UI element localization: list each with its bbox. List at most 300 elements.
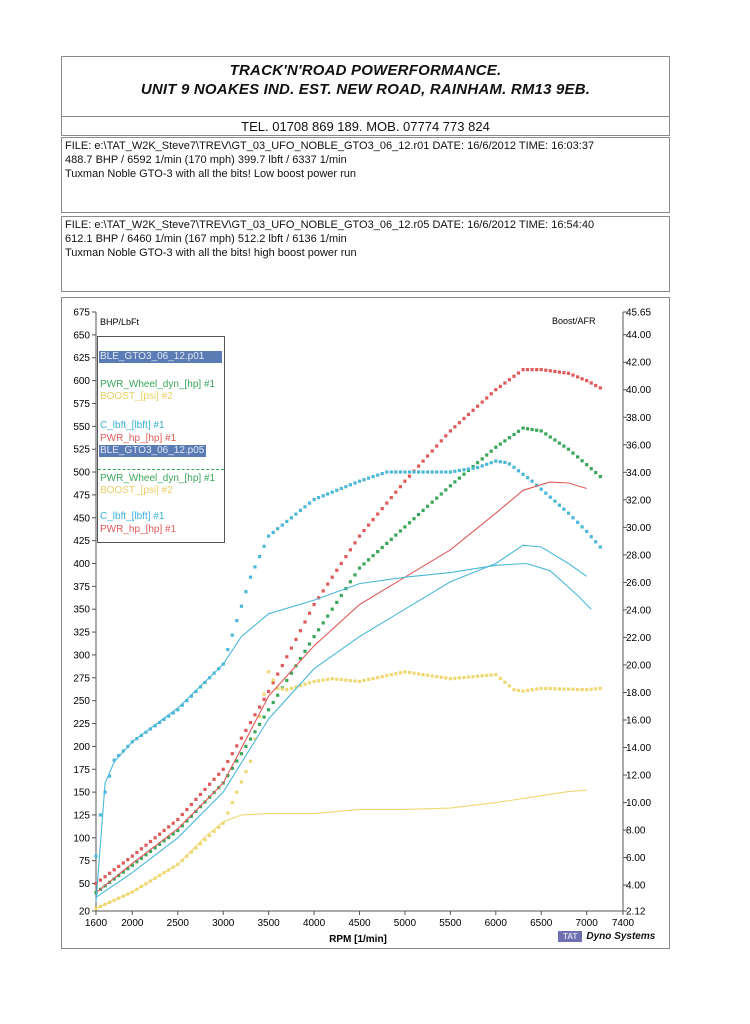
data-point — [403, 525, 406, 528]
x-tick-label: 7400 — [611, 918, 635, 929]
run-file-line: FILE: e:\TAT_W2K_Steve7\TREV\GT_03_UFO_NOBLE_GTO3_06_12.r01 DATE: 16/6/2012 TIME: 16:03:37 — [65, 140, 595, 152]
data-point — [440, 492, 443, 495]
y-tick-label: 450 — [73, 513, 90, 525]
legend-run-2-boost: BOOST_[psi] #2 — [100, 485, 173, 496]
data-point — [467, 413, 470, 416]
data-point — [322, 589, 325, 592]
data-point — [281, 524, 284, 527]
y-tick-label: 20 — [78, 906, 90, 918]
data-point — [581, 459, 584, 462]
data-point — [499, 443, 502, 446]
y-tick-label: 250 — [73, 696, 90, 708]
company-phone: TEL. 01708 869 189. MOB. 07774 773 824 — [241, 119, 490, 134]
data-point — [344, 485, 347, 488]
data-point — [558, 371, 561, 374]
data-point — [435, 675, 438, 678]
data-point — [453, 677, 456, 680]
data-point — [276, 673, 279, 676]
data-point — [490, 450, 493, 453]
data-point — [562, 445, 565, 448]
data-point — [544, 369, 547, 372]
data-point — [526, 427, 529, 430]
y-tick-label: 225 — [73, 719, 90, 731]
data-point — [362, 562, 365, 565]
data-point — [408, 475, 411, 478]
data-point — [576, 455, 579, 458]
data-point — [508, 462, 511, 465]
data-point — [458, 676, 461, 679]
data-point — [581, 525, 584, 528]
data-point — [549, 435, 552, 438]
data-point — [558, 687, 561, 690]
data-point — [226, 811, 229, 814]
data-point — [381, 675, 384, 678]
data-point — [531, 368, 534, 371]
data-point — [358, 480, 361, 483]
data-point — [449, 484, 452, 487]
data-point — [235, 744, 238, 747]
data-point — [417, 513, 420, 516]
left-axis-label: BHP/LbFt — [100, 317, 140, 327]
data-point — [372, 677, 375, 680]
y2-tick-label: 8.00 — [626, 825, 646, 837]
data-point — [517, 689, 520, 692]
data-point — [276, 527, 279, 530]
data-point — [399, 470, 402, 473]
data-point — [313, 498, 316, 501]
data-point — [194, 798, 197, 801]
data-point — [326, 615, 329, 618]
data-point — [340, 562, 343, 565]
data-point — [240, 752, 243, 755]
data-point — [353, 541, 356, 544]
data-point — [417, 672, 420, 675]
y-tick-label: 300 — [73, 650, 90, 662]
data-point — [590, 688, 593, 691]
data-point — [376, 676, 379, 679]
data-point — [349, 679, 352, 682]
y-tick-label: 400 — [73, 558, 90, 570]
data-point — [117, 865, 120, 868]
data-point — [231, 634, 234, 637]
data-point — [508, 378, 511, 381]
data-point — [490, 673, 493, 676]
data-point — [385, 542, 388, 545]
data-point — [412, 672, 415, 675]
data-point — [326, 583, 329, 586]
data-point — [149, 840, 152, 843]
y-tick-label: 675 — [73, 307, 90, 319]
series-p05-3 — [94, 670, 602, 910]
data-point — [394, 470, 397, 473]
legend-run-1-name[interactable]: BLE_GTO3_06_12.p01 — [99, 351, 222, 363]
data-point — [585, 688, 588, 691]
legend-run-1-power: PWR_hp_[hp] #1 — [100, 433, 177, 444]
data-point — [562, 508, 565, 511]
data-point — [140, 847, 143, 850]
data-point — [335, 489, 338, 492]
legend-run-2-name[interactable]: BLE_GTO3_06_12.p05 — [100, 445, 205, 456]
data-point — [267, 535, 270, 538]
data-point — [126, 858, 129, 861]
data-point — [326, 492, 329, 495]
data-point — [226, 760, 229, 763]
data-point — [581, 377, 584, 380]
y-tick-label: 100 — [73, 833, 90, 845]
legend-run-2-divider — [98, 469, 224, 470]
y2-tick-label: 44.00 — [626, 330, 652, 342]
y2-tick-label: 38.00 — [626, 412, 652, 424]
data-point — [449, 677, 452, 680]
data-point — [408, 521, 411, 524]
data-point — [481, 457, 484, 460]
data-point — [131, 855, 134, 858]
y2-tick-label: 12.00 — [626, 770, 652, 782]
data-point — [485, 674, 488, 677]
data-point — [440, 676, 443, 679]
data-point — [426, 454, 429, 457]
data-point — [190, 803, 193, 806]
data-point — [394, 491, 397, 494]
data-point — [599, 545, 602, 548]
data-point — [176, 818, 179, 821]
data-point — [253, 565, 256, 568]
data-point — [499, 677, 502, 680]
data-point — [408, 671, 411, 674]
data-point — [562, 687, 565, 690]
data-point — [213, 778, 216, 781]
data-point — [349, 580, 352, 583]
data-point — [567, 512, 570, 515]
data-point — [553, 500, 556, 503]
data-point — [412, 517, 415, 520]
data-point — [490, 461, 493, 464]
y-tick-label: 425 — [73, 536, 90, 548]
data-point — [549, 496, 552, 499]
data-point — [440, 439, 443, 442]
data-point — [431, 674, 434, 677]
y2-tick-label: 20.00 — [626, 660, 652, 672]
data-point — [263, 698, 266, 701]
data-point — [540, 368, 543, 371]
data-point — [444, 434, 447, 437]
data-point — [331, 677, 334, 680]
data-point — [503, 381, 506, 384]
data-point — [158, 833, 161, 836]
data-point — [240, 605, 243, 608]
data-point — [394, 672, 397, 675]
y-tick-label: 575 — [73, 398, 90, 410]
x-tick-label: 1600 — [84, 918, 108, 929]
data-point — [144, 844, 147, 847]
data-point — [308, 681, 311, 684]
y-tick-label: 600 — [73, 376, 90, 388]
data-point — [531, 480, 534, 483]
data-point — [376, 550, 379, 553]
data-point — [576, 521, 579, 524]
data-point — [185, 808, 188, 811]
data-point — [322, 494, 325, 497]
data-point — [276, 694, 279, 697]
data-point — [381, 546, 384, 549]
data-point — [540, 488, 543, 491]
data-point — [285, 688, 288, 691]
data-point — [313, 680, 316, 683]
data-point — [390, 538, 393, 541]
data-point — [362, 478, 365, 481]
data-point — [335, 569, 338, 572]
data-point — [472, 675, 475, 678]
data-point — [594, 540, 597, 543]
data-point — [576, 688, 579, 691]
data-point — [267, 690, 270, 693]
data-point — [512, 688, 515, 691]
data-point — [181, 813, 184, 816]
data-point — [299, 629, 302, 632]
data-point — [567, 688, 570, 691]
data-point — [526, 689, 529, 692]
data-point — [485, 396, 488, 399]
run-desc-line: Tuxman Noble GTO-3 with all the bits! Low boost power run — [65, 168, 357, 180]
data-point — [99, 879, 102, 882]
data-point — [290, 516, 293, 519]
y2-tick-label: 34.00 — [626, 467, 652, 479]
x-tick-label: 5500 — [439, 918, 462, 929]
data-point — [503, 681, 506, 684]
data-point — [272, 531, 275, 534]
legend-run-2-power: PWR_hp_[hp] #1 — [100, 524, 177, 535]
data-point — [349, 548, 352, 551]
dyno-systems-logo — [558, 931, 655, 942]
data-point — [435, 470, 438, 473]
y-tick-label: 525 — [73, 444, 90, 456]
data-point — [472, 467, 475, 470]
legend-run-1-wheel: PWR_Wheel_dyn_[hp] #1 — [100, 379, 216, 390]
y2-tick-label: 14.00 — [626, 743, 652, 755]
y-tick-label: 625 — [73, 353, 90, 365]
right-axis-label: Boost/AFR — [552, 316, 596, 326]
data-point — [476, 466, 479, 469]
data-point — [494, 460, 497, 463]
data-point — [349, 483, 352, 486]
data-point — [458, 421, 461, 424]
data-point — [549, 687, 552, 690]
x-tick-label: 3500 — [257, 918, 280, 929]
data-point — [240, 780, 243, 783]
y-tick-label: 150 — [73, 787, 90, 799]
y-tick-label: 50 — [78, 879, 90, 891]
y-tick-label: 500 — [73, 467, 90, 479]
y-tick-label: 375 — [73, 581, 90, 593]
data-point — [99, 813, 102, 816]
data-point — [594, 471, 597, 474]
data-point — [431, 501, 434, 504]
data-point — [544, 492, 547, 495]
data-point — [249, 760, 252, 763]
y-tick-label: 650 — [73, 330, 90, 342]
legend-run-1-torque: C_lbft_[lbft] #1 — [100, 420, 165, 431]
data-point — [558, 442, 561, 445]
y2-tick-label: 26.00 — [626, 577, 652, 589]
data-point — [462, 468, 465, 471]
data-point — [467, 676, 470, 679]
y-tick-label: 75 — [78, 856, 90, 868]
data-point — [594, 384, 597, 387]
data-point — [512, 375, 515, 378]
data-point — [108, 872, 111, 875]
data-point — [381, 472, 384, 475]
data-point — [531, 688, 534, 691]
data-point — [562, 371, 565, 374]
data-point — [367, 524, 370, 527]
data-point — [585, 463, 588, 466]
run-peak-line: 488.7 BHP / 6592 1/min (170 mph) 399.7 lbft / 6337 1/min — [65, 154, 347, 166]
data-point — [331, 576, 334, 579]
data-point — [367, 678, 370, 681]
y2-tick-label: 30.00 — [626, 522, 652, 534]
data-point — [549, 369, 552, 372]
data-point — [340, 487, 343, 490]
data-point — [472, 409, 475, 412]
data-point — [113, 868, 116, 871]
data-point — [285, 520, 288, 523]
data-point — [258, 723, 261, 726]
y2-tick-label: 28.00 — [626, 550, 652, 562]
data-point — [540, 429, 543, 432]
data-point — [240, 737, 243, 740]
data-point — [172, 822, 175, 825]
data-point — [313, 635, 316, 638]
series-line — [96, 790, 587, 908]
legend-run-2-torque: C_lbft_[lbft] #1 — [100, 511, 165, 522]
data-point — [503, 461, 506, 464]
data-point — [494, 388, 497, 391]
data-point — [422, 673, 425, 676]
data-point — [476, 405, 479, 408]
data-point — [535, 687, 538, 690]
y2-tick-label: 42.00 — [626, 357, 652, 369]
data-point — [462, 417, 465, 420]
data-point — [558, 504, 561, 507]
series-p01-4 — [96, 482, 587, 893]
tat-logo-mark: TAT — [558, 931, 582, 942]
data-point — [267, 708, 270, 711]
run-file-line: FILE: e:\TAT_W2K_Steve7\TREV\GT_03_UFO_NOBLE_GTO3_06_12.r05 DATE: 16/6/2012 TIME: 16:54:40 — [65, 219, 595, 231]
data-point — [290, 647, 293, 650]
data-point — [522, 690, 525, 693]
data-point — [358, 680, 361, 683]
data-point — [353, 481, 356, 484]
data-point — [340, 678, 343, 681]
data-point — [281, 664, 284, 667]
data-point — [476, 675, 479, 678]
data-point — [458, 469, 461, 472]
run-desc-line: Tuxman Noble GTO-3 with all the bits! high boost power run — [65, 247, 357, 259]
data-point — [317, 496, 320, 499]
data-point — [394, 534, 397, 537]
data-point — [344, 679, 347, 682]
data-point — [508, 436, 511, 439]
data-point — [531, 428, 534, 431]
data-point — [249, 738, 252, 741]
data-point — [503, 439, 506, 442]
data-point — [422, 509, 425, 512]
data-point — [244, 745, 247, 748]
data-point — [367, 477, 370, 480]
data-point — [403, 480, 406, 483]
series-p01-6 — [96, 545, 587, 897]
data-point — [590, 467, 593, 470]
data-point — [317, 679, 320, 682]
run-peak-line: 612.1 BHP / 6460 1/min (167 mph) 512.2 lbft / 6136 1/min — [65, 233, 347, 245]
data-point — [535, 368, 538, 371]
data-point — [403, 670, 406, 673]
data-point — [226, 648, 229, 651]
data-point — [326, 678, 329, 681]
x-tick-label: 2000 — [121, 918, 144, 929]
chart-legend — [97, 336, 225, 543]
data-point — [417, 470, 420, 473]
data-point — [585, 379, 588, 382]
data-point — [517, 469, 520, 472]
data-point — [199, 793, 202, 796]
company-address: UNIT 9 NOAKES IND. EST. NEW ROAD, RAINHAM. RM13 9EB. — [140, 81, 591, 98]
data-point — [372, 554, 375, 557]
data-point — [303, 650, 306, 653]
y-tick-label: 175 — [73, 764, 90, 776]
data-point — [599, 386, 602, 389]
data-point — [135, 851, 138, 854]
data-point — [535, 429, 538, 432]
data-point — [372, 475, 375, 478]
x-tick-label: 6000 — [484, 918, 507, 929]
data-point — [390, 496, 393, 499]
data-point — [467, 467, 470, 470]
data-point — [253, 713, 256, 716]
data-point — [231, 801, 234, 804]
data-point — [335, 678, 338, 681]
data-point — [267, 670, 270, 673]
data-point — [244, 729, 247, 732]
data-point — [462, 473, 465, 476]
data-point — [203, 788, 206, 791]
data-point — [154, 836, 157, 839]
y2-tick-label: 10.00 — [626, 798, 652, 810]
data-point — [526, 368, 529, 371]
data-point — [571, 688, 574, 691]
data-point — [490, 392, 493, 395]
data-point — [449, 429, 452, 432]
data-point — [362, 529, 365, 532]
data-point — [499, 385, 502, 388]
series-line — [96, 545, 587, 897]
data-point — [358, 567, 361, 570]
data-point — [94, 855, 97, 858]
x-tick-label: 6500 — [530, 918, 553, 929]
y2-tick-label: 18.00 — [626, 687, 652, 699]
data-point — [399, 529, 402, 532]
data-point — [385, 470, 388, 473]
data-point — [494, 673, 497, 676]
data-point — [372, 518, 375, 521]
data-point — [512, 433, 515, 436]
data-point — [426, 505, 429, 508]
data-point — [431, 449, 434, 452]
data-point — [390, 673, 393, 676]
x-tick-label: 4500 — [348, 918, 371, 929]
data-point — [435, 497, 438, 500]
data-point — [244, 770, 247, 773]
